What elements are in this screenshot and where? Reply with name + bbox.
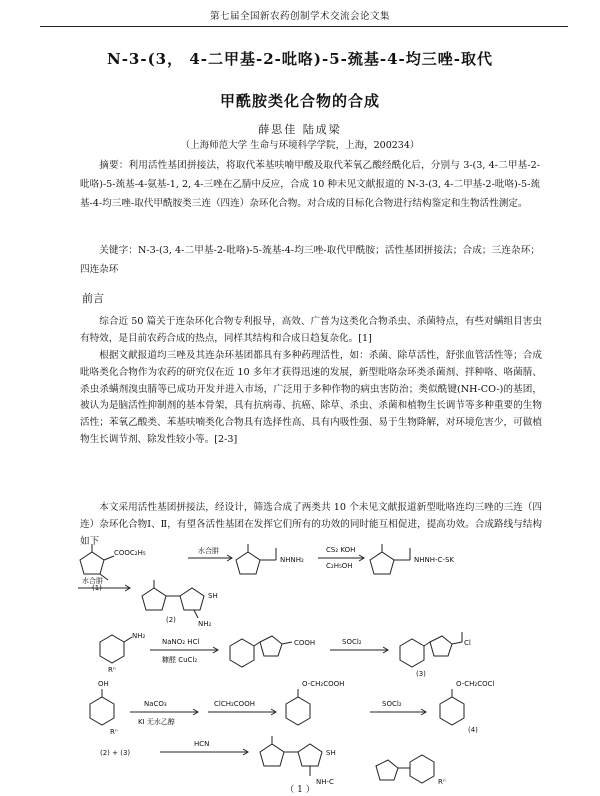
label-phenoxyacetic-acid: O-CH₂COOH [302, 680, 345, 688]
label-rn-2: Rⁿ [110, 728, 118, 736]
paragraph-2: 根据文献报道均三唑及其连杂环基团都具有多种药理活性，如：杀菌、除草活性，舒张血管活性等；合成吡咯类化合物作为农药的研究仅在近 10 多年才获得迅速的发展，新型吡咯杂环类杀菌剂、拌种咯、咯菌腈、杀虫杀螨剂溴虫腈等已成功开发并进入市场，广泛用于多种作物的病虫害防治；类似酰键(NH-CO-)的基团，被认为是脑活性抑制剂的基本骨架，具有抗病毒、抗癌、除草、杀虫、杀菌和植物生长调节等多种重要的生物活性；苯氧乙酸类、苯基呋喃类化合物具有选择性高、具有内吸性强、易于生物降解，对环境危害少，可做植物生长调节剂、除发性较小等。[2-3] [80, 350, 542, 445]
label-ester: COOC₂H₅ [114, 549, 146, 557]
abstract [80, 156, 540, 213]
label-sh-1: SH [208, 592, 218, 600]
label-cooh-1: COOH [294, 639, 316, 647]
reagent-socl2-1: SOCl₂ [342, 638, 362, 646]
label-cocl-1: Cl [464, 639, 471, 647]
label-hydrazide: NHNH₂ [280, 556, 304, 564]
compound-label-1: (1) [92, 584, 102, 592]
abstract-label: 摘要： [99, 160, 129, 171]
title-line-2: 甲酰胺类化合物的合成 [219, 92, 380, 110]
page-number: （ 1 ） [285, 785, 315, 795]
label-oh: OH [98, 680, 109, 688]
reagent-naco3: NaCO₃ [144, 700, 167, 708]
benzene-ring-3 [286, 689, 310, 725]
reagent-hydrazine-1: 水合肼 [198, 547, 219, 555]
label-dithiocarbazate: NHNH-C-SK [414, 556, 454, 564]
running-header: 第七届全国新农药创制学术交流会论文集 [209, 11, 390, 22]
abstract-text: 利用活性基团拼接法，将取代苯基呋喃甲酸及取代苯氧乙酸经酰化后，分别与 3-(3, 4-二甲基-2-吡咯)-5-巯基-4-氨基-1, 2, 4-三唑在乙腈中反应，合成 10 种未见文献报道的 N-3-(3, 4-二甲基-2-吡咯)-5-巯基-4-均三唑-取代甲酰胺类三连（四连）杂环化合物。对合成的目标化合物进行结构鉴定和生物活性测定。 [80, 160, 541, 209]
keywords-text: N-3-(3, 4-二甲基-2-吡咯)-5-巯基-4-均三唑-取代甲酰胺；活性基团拼接法；合成；三连杂环；四连杂环 [80, 245, 540, 275]
phenylfuran-acyl-chloride [400, 632, 462, 667]
reagent-hydrazine-2: 水合肼 [82, 577, 103, 585]
authors: 薛思佳 陆成梁 [258, 123, 342, 136]
label-rn-1: Rⁿ [108, 666, 116, 674]
label-phenoxyacetyl-chloride: O-CH₂COCl [456, 680, 495, 688]
paragraph-1: 综合近 50 篇关于连杂环化合物专利报导，高效、广普为这类化合物杀虫、杀菌特点，有些对螨组目害虫有特效，是目前农药合成的热点，同样其结构和合成日趋复杂化。[1] [80, 316, 542, 344]
pyrrole-triazole-2 [142, 580, 204, 618]
reaction-arrow-5 [330, 647, 388, 653]
label-rn-3: Rⁿ [438, 778, 446, 786]
reagent-hcn: HCN [194, 740, 210, 748]
label-amide-linker: NH-C [316, 778, 334, 786]
compound-label-4: (4) [468, 726, 478, 734]
label-nh2-2: NH₂ [132, 632, 146, 640]
reagent-cs2-koh: CS₂ KOH [326, 546, 356, 554]
synthesis-scheme [70, 538, 560, 786]
pyrrole-ring-1 [80, 544, 114, 580]
reaction-arrow-2 [318, 555, 364, 561]
label-nh2-1: NH₂ [198, 620, 212, 628]
affiliation: （上海师范大学 生命与环境科学学院，上海，200234） [180, 140, 420, 151]
benzene-ring-4 [440, 689, 464, 725]
phenylfuran-acid [230, 636, 292, 667]
benzene-ring-1 [100, 635, 132, 663]
pyrrole-ring-2 [236, 544, 276, 574]
final-product [260, 736, 434, 783]
section-heading-intro: 前言 [82, 292, 104, 305]
reagent-chloroacetic-acid: ClCH₂COOH [214, 700, 255, 708]
reagent-socl2-2: SOCl₂ [382, 700, 402, 708]
compound-label-2: (2) [166, 616, 176, 624]
reaction-arrow-4 [150, 647, 218, 653]
keywords-label: 关键字： [99, 245, 138, 256]
keywords [80, 241, 540, 279]
reagent-furfural-cucl2: 糠醛 CuCl₂ [162, 656, 198, 664]
reagent-ki-ethanol: KI 无水乙醇 [138, 718, 175, 726]
header-rule [40, 26, 568, 27]
title-line-1: N-3-(3， 4-二甲基-2-吡咯)-5-巯基-4-均三唑-取代 [106, 50, 493, 68]
label-sh-2: SH [326, 749, 336, 757]
label-reactants: (2) + (3) [100, 749, 131, 757]
pyrrole-ring-3 [370, 544, 410, 574]
benzene-ring-2 [90, 689, 114, 725]
compound-label-3: (3) [416, 670, 426, 678]
reaction-arrow-1 [188, 555, 232, 561]
reaction-arrow-7 [208, 709, 276, 715]
reaction-arrow-6 [130, 709, 198, 715]
reaction-arrow-9 [160, 749, 248, 755]
reaction-arrow-3 [78, 585, 130, 591]
reagent-nano2-hcl: NaNO₂ HCl [162, 638, 200, 646]
paragraph-3: 本文采用活性基团拼接法，经设计，筛选合成了两类共 10 个未见文献报道新型吡咯连均三唑的三连（四连）杂环化合物Ⅰ、Ⅱ，有望各活性基团在发挥它们所有的功效的同时能互相促进，提高功效。合成路线与结构如下 [80, 502, 542, 547]
reaction-arrow-8 [370, 709, 426, 715]
reagent-ethanol: C₂H₅OH [326, 562, 353, 570]
